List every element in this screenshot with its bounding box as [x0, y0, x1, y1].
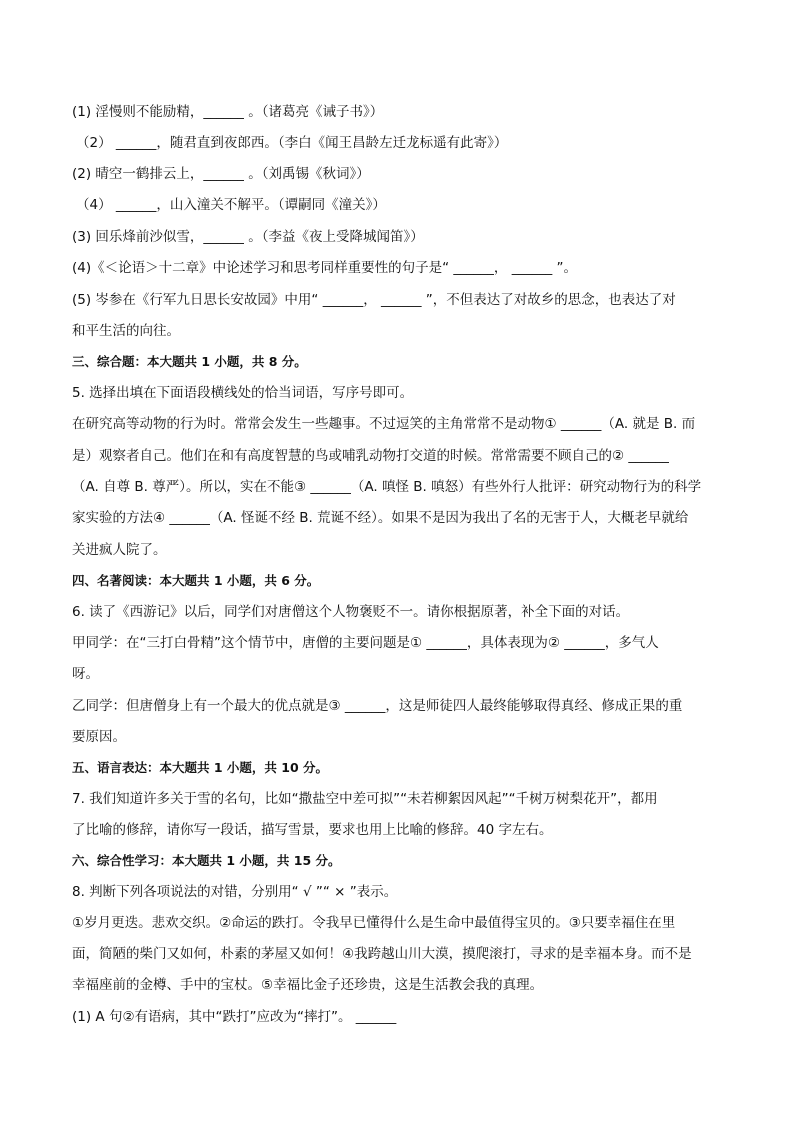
line-18: 甲同学：在“三打白骨精”这个情节中，唐僧的主要问题是① ______，具体表现为② ______，多气人 — [72, 635, 659, 651]
section-heading-4: 四、名著阅读：本大题共 1 小题，共 6 分。 — [72, 573, 320, 588]
line-24: 了比喻的修辞，请你写一段话，描写雪景，要求也用上比喻的修辞。40 字左右。 — [72, 822, 553, 838]
line-6: (4)《＜论语＞十二章》中论述学习和思考同样重要性的句子是“ ______， ______ ”。 — [72, 260, 577, 276]
question-7-title: 7. 我们知道许多关于雪的名句，比如“撒盐空中差可拟”“未若柳絮因风起”“千树万树梨花开”，都用 — [72, 791, 658, 807]
line-12: 是）观察者自己。他们在和有高度智慧的鸟或哺乳动物打交道的时候。常常需要不顾自己的② ______ — [72, 448, 669, 464]
line-1: (1) 淫慢则不能励精，______ 。（诸葛亮《诫子书》） — [72, 104, 384, 120]
section-heading-3: 三、综合题：本大题共 1 小题，共 8 分。 — [72, 354, 307, 369]
line-8: 和平生活的向往。 — [72, 323, 180, 339]
line-30: (1) A 句②有语病，其中“跌打”应改为“摔打”。 ______ — [72, 1009, 397, 1025]
line-13: （A. 自尊 B. 尊严）。所以，实在不能③ ______（A. 嗔怪 B. 嗔怒）有些外行人批评：研究动物行为的科学 — [72, 479, 702, 495]
question-5-title: 5. 选择出填在下面语段横线处的恰当词语，写序号即可。 — [72, 385, 414, 401]
line-15: 关进疯人院了。 — [72, 542, 167, 558]
line-14: 家实验的方法④ ______（A. 怪诞不经 B. 荒诞不经）。如果不是因为我出了名的无害于人，大概老早就给 — [72, 510, 689, 526]
section-heading-5: 五、语言表达：本大题共 1 小题，共 10 分。 — [72, 760, 329, 775]
line-20: 乙同学：但唐僧身上有一个最大的优点就是③ ______，这是师徒四人最终能够取得真经、修成正果的重 — [72, 698, 683, 714]
line-11: 在研究高等动物的行为时。常常会发生一些趣事。不过逗笑的主角常常不是动物① ______（A. 就是 B. 而 — [72, 416, 696, 432]
line-29: 幸福座前的金樽、手中的宝杖。⑤幸福比金子还珍贵，这是生活教会我的真理。 — [72, 977, 544, 993]
question-6-title: 6. 读了《西游记》以后，同学们对唐僧这个人物褒贬不一。请你根据原著，补全下面的对话。 — [72, 604, 630, 620]
line-19: 呀。 — [72, 666, 99, 682]
line-28: 面，简陋的柴门又如何，朴素的茅屋又如何！④我跨越山川大漠，摸爬滚打，寻求的是幸福本身。而不是 — [72, 946, 692, 962]
question-8-title: 8. 判断下列各项说法的对错，分别用“ √ ”“ × ”表示。 — [72, 884, 398, 900]
line-21: 要原因。 — [72, 729, 126, 745]
line-4: （4） ______，山入潼关不解平。（谭嗣同《潼关》） — [76, 197, 386, 213]
section-heading-6: 六、综合性学习：本大题共 1 小题，共 15 分。 — [72, 853, 341, 868]
line-2: （2） ______，随君直到夜郎西。（李白《闻王昌龄左迁龙标遥有此寄》） — [76, 135, 508, 151]
line-3: (2) 晴空一鹤排云上，______ 。（刘禹锡《秋词》） — [72, 166, 370, 182]
line-7: (5) 岑参在《行军九日思长安故园》中用“ ______， ______ ”，不但表达了对故乡的思念，也表达了对 — [72, 292, 676, 308]
line-5: (3) 回乐烽前沙似雪，______ 。（李益《夜上受降城闻笛》） — [72, 229, 424, 245]
line-27: ①岁月更迭。悲欢交织。②命运的跌打。令我早已懂得什么是生命中最值得宝贝的。③只要幸福住在里 — [72, 915, 676, 931]
